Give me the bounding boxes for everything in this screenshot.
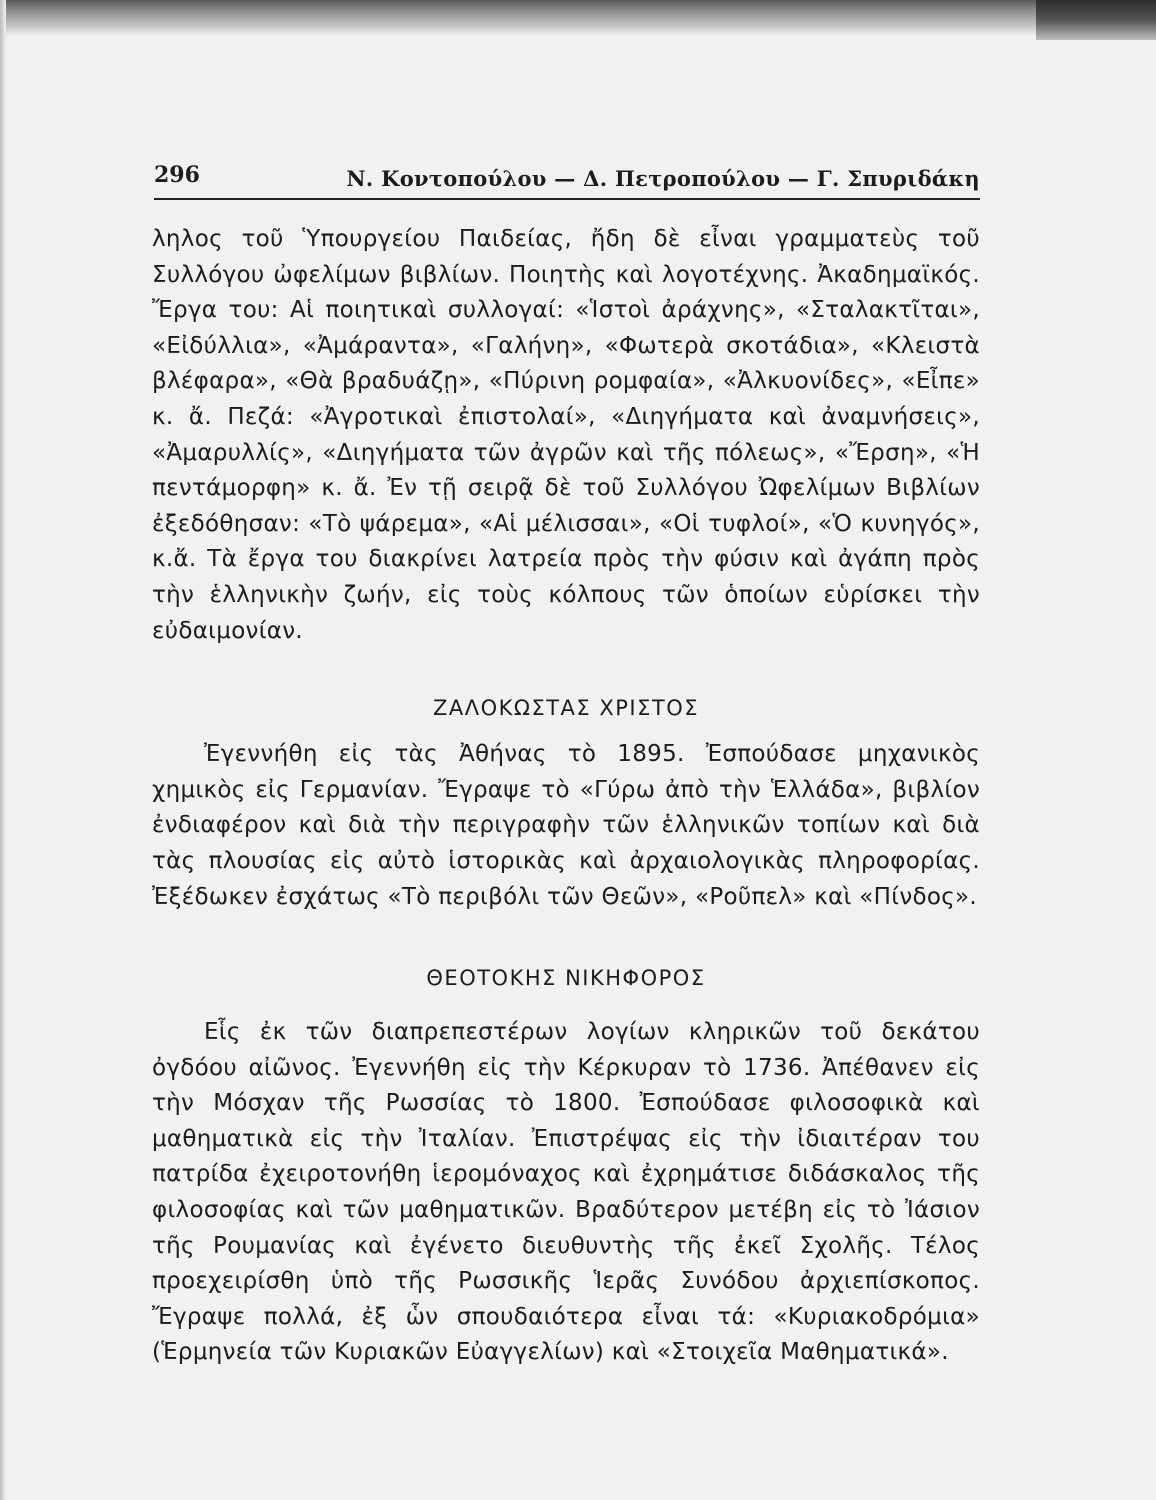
page-header [154,158,980,200]
intro-paragraph: ληλος τοῦ Ὑπουργείου Παιδείας, ἤδη δὲ εἶναι γραμματεὺς τοῦ Συλλόγου ὠφελίμων βιβλίων. Ποιητὴς καὶ λογοτέχνης. Ἀκαδημαϊκός. Ἔργα του: Αἱ ποιητικαὶ συλλογαί: «Ἱστοὶ ἀράχνης», «Σταλακτῖται», «Εἰδύλλια», «Ἀμάραντα», «Γαλήνη», «Φωτερὰ σκοτάδια», «Κλειστὰ βλέφαρα», «Θὰ βραδυάζῃ», «Πύρινη ρομφαία», «Ἀλκυονίδες», «Εἶπε» κ. ἄ. Πεζά: «Ἀγροτικαὶ ἐπιστολαί», «Διηγήματα καὶ ἀναμνήσεις», «Ἀμαρυλλίς», «Διηγήματα τῶν ἀγρῶν καὶ τῆς πόλεως», «Ἔρση», «Ἡ πεντάμορφη» κ. ἄ. Ἐν τῇ σειρᾷ δὲ τοῦ Συλλόγου Ὠφελίμων Βιβλίων ἐξεδόθησαν: «Τὸ ψάρεμα», «Αἱ μέλισσαι», «Οἱ τυφλοί», «Ὁ κυνηγός», κ.ἄ. Τὰ ἔργα του διακρίνει λατρεία πρὸς τὴν φύσιν καὶ ἀγάπη πρὸς τὴν ἑλληνικὴν ζωήν, εἰς τοὺς κόλπους τῶν ὁποίων εὑρίσκει τὴν εὐδαιμονίαν. [152,226,980,644]
scan-top-edge [0,0,1156,36]
section-heading-theotokis: ΘΕΟΤΟΚΗΣ ΝΙΚΗΦΟΡΟΣ [426,966,706,991]
page-number: 296 [154,162,200,188]
zalokostas-paragraph: Ἐγεννήθη εἰς τὰς Ἀθήνας τὸ 1895. Ἐσπούδασε μηχανικὸς χημικὸς εἰς Γερμανίαν. Ἔγραψε τὸ «Γύρω ἀπὸ τὴν Ἑλλάδα», βιβλίον ἐνδιαφέρον καὶ διὰ τὴν περιγραφὴν τῶν ἑλληνικῶν τοπίων καὶ διὰ τὰς πλουσίας εἰς αὐτὸ ἱστορικὰς καὶ ἀρχαιολογικὰς πληροφορίας. Ἐξέδωκεν ἐσχάτως «Τὸ περιβόλι τῶν Θεῶν», «Ροῦπελ» καὶ «Πίνδος». [152,741,980,910]
scan-top-corner [1036,0,1156,40]
scan-left-edge [0,0,6,1500]
theotokis-paragraph: Εἷς ἐκ τῶν διαπρεπεστέρων λογίων κληρικῶν τοῦ δεκάτου ὀγδόου αἰῶνος. Ἐγεννήθη εἰς τὴν Κέρκυραν τὸ 1736. Ἀπέθανεν εἰς τὴν Μόσχαν τῆς Ρωσσίας τὸ 1800. Ἐσπούδασε φιλοσοφικὰ καὶ μαθηματικὰ εἰς τὴν Ἰταλίαν. Ἐπιστρέψας εἰς τὴν ἰδιαιτέραν του πατρίδα ἐχειροτονήθη ἱερομόναχος καὶ ἐχρημάτισε διδάσκαλος τῆς φιλοσοφίας καὶ τῶν μαθηματικῶν. Βραδύτερον μετέβη εἰς τὸ Ἰάσιον τῆς Ρουμανίας καὶ ἐγένετο διευθυντὴς τῆς ἐκεῖ Σχολῆς. Τέλος προεχειρίσθη ὑπὸ τῆς Ρωσσικῆς Ἱερᾶς Συνόδου ἀρχιεπίσκοπος. Ἔγραψε πολλά, ἐξ ὧν σπουδαιότερα εἶναι τά: «Κυριακοδρόμια» (Ἑρμηνεία τῶν Κυριακῶν Εὐαγγελίων) καὶ «Στοιχεῖα Μαθηματικά». [152,1019,980,1366]
section-heading-zalokostas: ΖΑΛΟΚΩΣΤΑΣ ΧΡΙΣΤΟΣ [432,696,699,721]
running-head: Ν. Κοντοπούλου — Δ. Πετροπούλου — Γ. Σπυριδάκη [346,166,980,191]
page-body [152,222,980,1371]
